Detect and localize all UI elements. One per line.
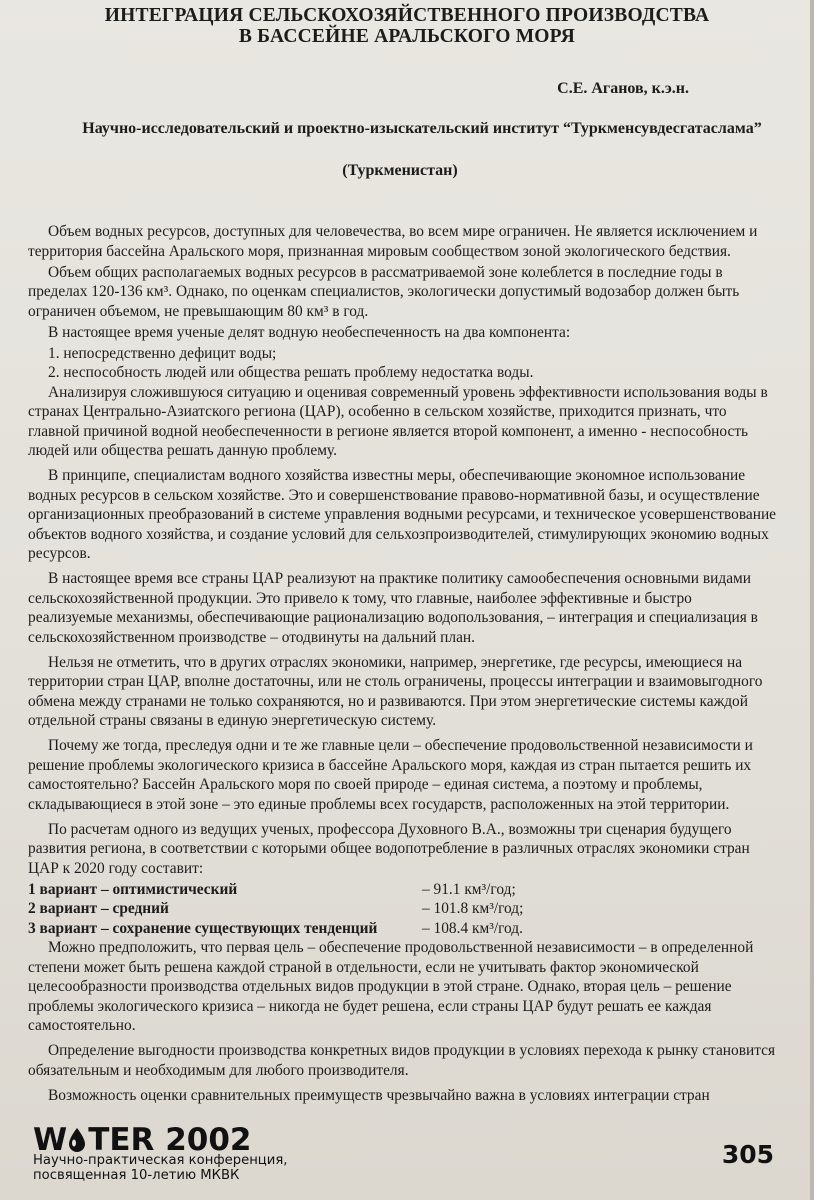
scenario-row	[28, 880, 780, 900]
scenario-row	[28, 899, 780, 919]
country: (Туркменистан)	[342, 162, 458, 179]
scenario-label: 2 вариант – средний	[28, 900, 169, 917]
scenario-label: 3 вариант – сохранение существующих тенденций	[28, 919, 378, 937]
article-body	[28, 222, 780, 1107]
list-item: 1. непосредственно дефицит воды;	[48, 344, 277, 362]
paragraph: По расчетам одного из ведущих ученых, профессора Духовного В.А., возможны три сценария будущего развития региона, в соответствии с которыми общее водопотребление в различных отраслях экономики стран ЦАР к 2020 году составит:	[28, 820, 750, 877]
scenario-value: – 101.8 км³/год;	[422, 900, 524, 917]
author: С.Е. Аганов, к.э.н.	[557, 80, 689, 97]
water-drop-icon	[66, 1126, 88, 1154]
page-number: 305	[721, 1140, 774, 1169]
page-edge	[810, 0, 814, 1200]
logo-text: TER 2002	[88, 1122, 252, 1158]
article-title	[60, 5, 754, 47]
paragraph: В настоящее время ученые делят водную необеспеченность на два компонента:	[48, 323, 571, 341]
scenario-label: 1 вариант – оптимистический	[28, 880, 238, 898]
paragraph: В настоящее время все страны ЦАР реализуют на практике политику самообеспечения основными видами сельскохозяйственной продукции. Это привело к тому, что главные, наиболее эффективные и быстро реализуемые механизмы, обеспечивающие рационализацию водопользования, – интеграция и специализация в сельскохозяйственном производстве – отодвинуты на дальний план.	[28, 570, 758, 646]
paragraph: Анализируя сложившуюся ситуацию и оценивая современный уровень эффективности использования воды в странах Центрально-Азиатского региона (ЦАР), особенно в сельском хозяйстве, приходится признать, что главной причиной водной необеспеченности в регионе является второй компонент, а именно - неспособность людей или общества решать данную проблему.	[28, 383, 768, 459]
conference-line-1: Научно-практическая конференция,	[33, 1153, 288, 1168]
institute: Научно-исследовательский и проектно-изыскательский институт “Туркменсувдесгатасламa”	[82, 120, 762, 137]
scenario-value: – 108.4 км³/год.	[422, 919, 523, 937]
paragraph: Определение выгодности производства конкретных видов продукции в условиях перехода к рынку становится обязательным и необходимым для любого производителя.	[28, 1042, 776, 1079]
paragraph: Объем водных ресурсов, доступных для человечества, во всем мире ограничен. Не является исключением и территория бассейна Аральского моря, признанная мировым сообществом зоной экологического бедствия.	[28, 223, 758, 260]
paragraph: Возможность оценки сравнительных преимуществ чрезвычайно важна в условиях интеграции стран	[48, 1086, 710, 1104]
logo-letter-w: W	[33, 1122, 68, 1158]
conference-subtitle	[33, 1153, 287, 1183]
scenario-list	[28, 880, 780, 939]
paragraph: Нельзя не отметить, что в других отраслях экономики, например, энергетике, где ресурсы, имеющиеся на территории стран ЦАР, вполне достаточны, или не столь ограничены, процессы интеграции и взаимовыгодного обмена между странами не только сохраняются, но и развиваются. При этом энергетические системы каждой отдельной страны связаны в единую энергетическую систему.	[28, 653, 763, 729]
paragraph: Можно предположить, что первая цель – обеспечение продовольственной независимости – в определенной степени может быть решена каждой страной в отдельности, если не учитывать фактор экономической целесообразности производства отдельных видов продукции в этой стране. Однако, вторая цель – решение проблемы экологического кризиса – никогда не будет решена, если страны ЦАР будут решать ее каждая самостоятельно.	[28, 939, 754, 1034]
paragraph: В принципе, специалистам водного хозяйства известны меры, обеспечивающие экономное использование водных ресурсов в сельском хозяйстве. Это и совершенствование правово-нормативной базы, и осуществление организационных преобразований в системе управления водными ресурсами, и техническое усовершенствование объектов водного хозяйства, и создание условий для сельхозпроизводителей, стимулирующих экономию водных ресурсов.	[28, 467, 777, 562]
scenario-row	[28, 919, 780, 939]
paragraph: Объем общих располагаемых водных ресурсов в рассматриваемой зоне колеблется в последние годы в пределах 120-136 км³. Однако, по оценкам специалистов, экологически допустимый водозабор должен быть ограничен объемом, не превышающим 80 км³ в год.	[28, 263, 740, 320]
title-line-2: В БАССЕЙНЕ АРАЛЬСКОГО МОРЯ	[238, 26, 576, 47]
list-item: 2. неспособность людей или общества решать проблему недостатка воды.	[48, 364, 534, 381]
scenario-value: – 91.1 км³/год;	[422, 880, 516, 898]
title-line-1: ИНТЕГРАЦИЯ СЕЛЬСКОХОЗЯЙСТВЕННОГО ПРОИЗВОДСТВА	[104, 5, 710, 26]
paragraph: Почему же тогда, преследуя одни и те же главные цели – обеспечение продовольственной независимости и решение проблемы экологического кризиса в бассейне Аральского моря, каждая из стран пытается решить их самостоятельно? Бассейн Аральского моря по своей природе – единая система, а поэтому и проблемы, складывающиеся в этой зоне – это единые проблемы всех государств, расположенных на этой территории.	[28, 737, 753, 813]
conference-line-2: посвященная 10-летию МКВК	[33, 1168, 240, 1183]
